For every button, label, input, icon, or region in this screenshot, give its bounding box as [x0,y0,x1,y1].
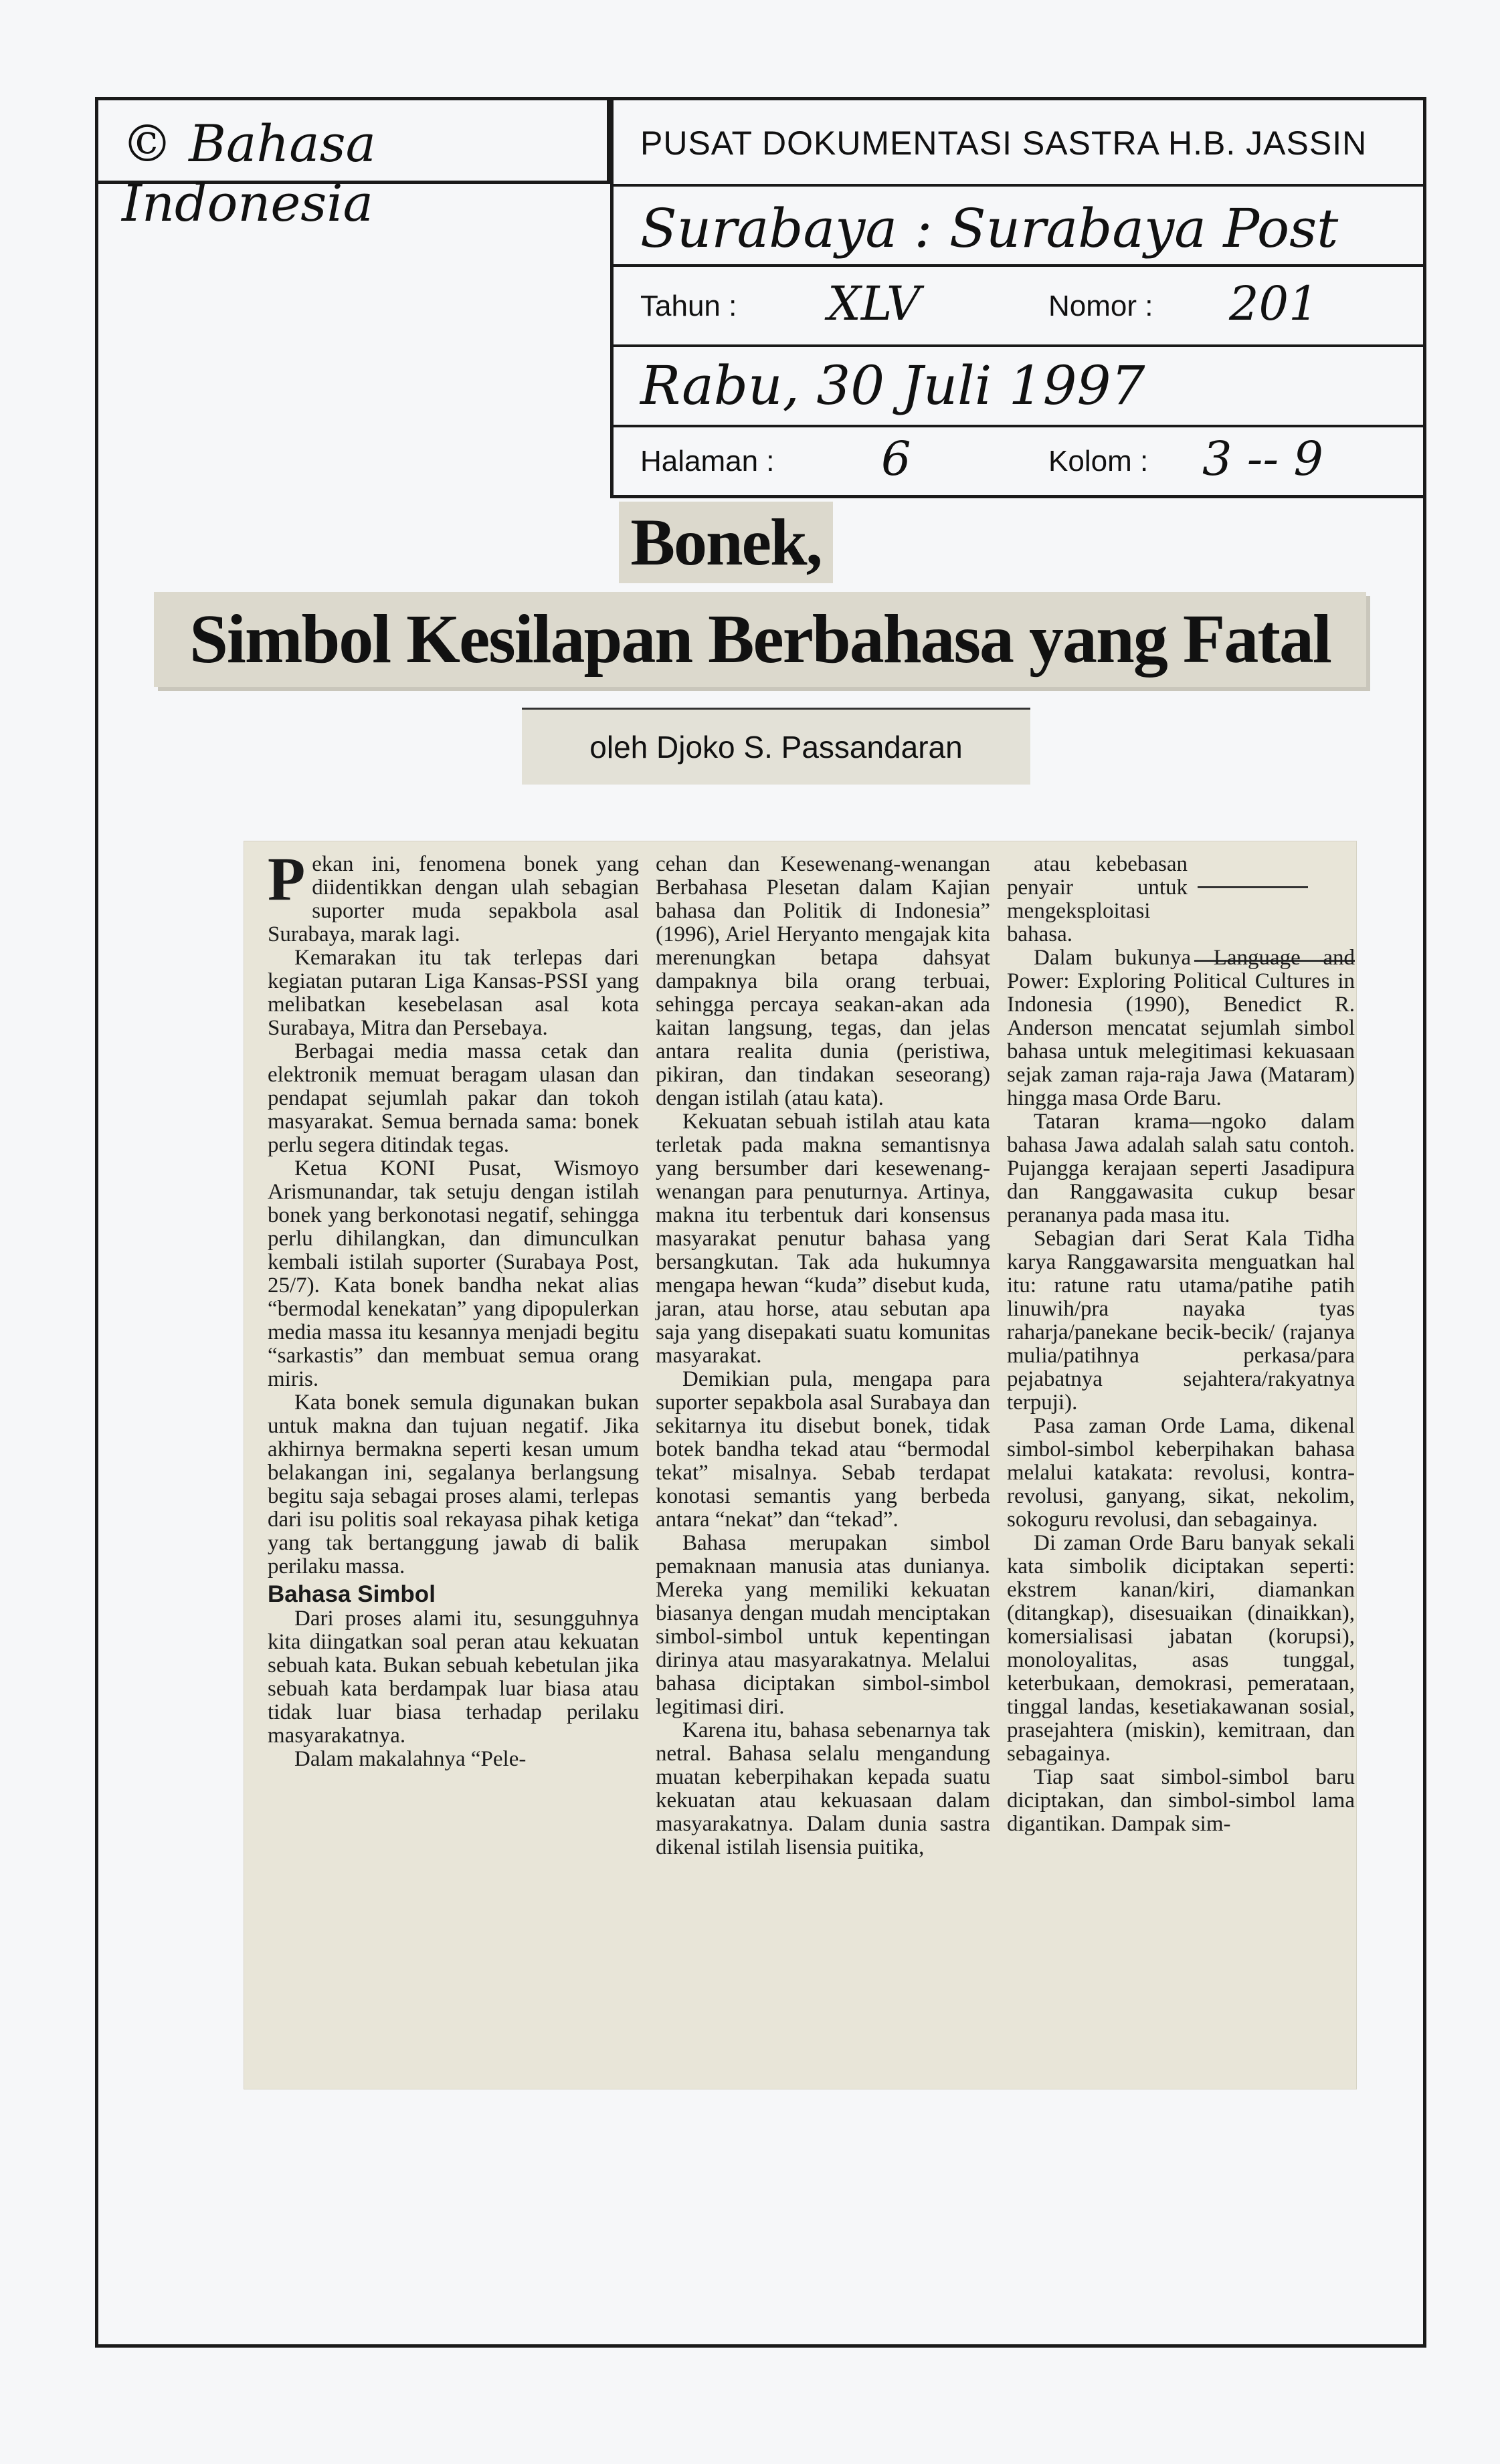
headline-main: Simbol Kesilapan Berbahasa yang Fatal [154,592,1366,687]
halaman-value: 6 [881,431,911,486]
paragraph: Ketua KONI Pusat, Wismoyo Arismunandar, tak setuju dengan istilah bonek yang berkonotasi negatif, sehingga perlu dihilangkan, dan dimunculkan kembali istilah suporter (Surabaya Post, 25/7). Kata bonek bandha nekat alias “bermodal kenekatan” yang dipopulerkan media massa itu kesannya menjadi begitu “sarkastis” dan membuat semua orang miris. [268,1156,639,1391]
paragraph: Karena itu, bahasa sebenarnya tak netral. Bahasa selalu mengandung muatan keberpihakan kepada suatu kekuatan atau kekuasaan dalam masyarakatnya. Dalam dunia sastra dikenal istilah lisensia puitika, [656,1718,990,1859]
paragraph: Berbagai media massa cetak dan elektronik memuat beragam ulasan dan pendapat sejumlah pakar dan tokoh masyarakat. Semua bernada sama: bonek perlu segera ditindak tegas. [268,1039,639,1157]
paragraph: Kemarakan itu tak terlepas dari kegiatan putaran Liga Kansas-PSSI yang melibatkan kesebelasan asal kota Surabaya, Mitra dan Persebaya. [268,946,639,1040]
tahun-label: Tahun : [640,290,737,322]
paragraph: Dalam bukunya Language and Power: Exploring Political Cultures in Indonesia (1990), Benedict R. Anderson mencatat sejumlah simbol bahasa untuk melegitimasi kekuasaan sejak zaman raja-raja Jawa (Mataram) hingga masa Orde Baru. [1007,946,1355,1110]
nomor-value: 201 [1229,276,1319,331]
halaman-label: Halaman : [640,445,775,478]
paragraph: ekan ini, fenomena bonek yang diidentikkan dengan ulah sebagian suporter muda sepakbola asal Surabaya, marak lagi. [268,852,639,946]
header-row-tahun-nomor [614,264,1426,347]
organization-name: PUSAT DOKUMENTASI SASTRA H.B. JASSIN [640,124,1368,162]
headline-bonek: Bonek, [619,502,833,583]
article-column-2 [656,853,990,1859]
article-column-3 [1007,853,1355,1836]
copyright-stamp-cell [95,97,610,233]
kolom-label: Kolom : [1048,445,1149,478]
paragraph: Dari proses alami itu, sesungguhnya kita diingatkan soal peran atau kekuatan sebuah kata. Bukan sebuah kebetulan jika sebuah kata berdampak luar biasa atau tidak luar biasa terhadap perilaku masyarakatnya. [268,1607,639,1748]
nomor-label: Nomor : [1048,290,1153,322]
header-row-halaman-kolom [614,425,1426,495]
subheading-bahasa-simbol: Bahasa Simbol [268,1581,436,1607]
tahun-value: XLV [828,276,921,331]
header-row-organization [614,97,1426,187]
paragraph: atau kebebasan penyair untuk mengeksploitasi bahasa. [1007,852,1188,946]
date-handwritten: Rabu, 30 Juli 1997 [640,354,1145,417]
header-row-date [614,344,1426,427]
paragraph: Kata bonek semula digunakan bukan untuk makna dan tujuan negatif. Jika akhirnya bermakna seperti kesan umum belakangan ini, segalanya berlangsung begitu saja sebagai proses alami, terlepas dari isu politis soal rekayasa pihak ketiga yang tak bertanggung jawab di balik perilaku massa. [268,1391,639,1578]
paragraph: cehan dan Kesewenang-wenangan Berbahasa Plesetan dalam Kajian bahasa dan Politik di Indonesia” (1996), Ariel Heryanto mengajak kita merenungkan betapa dahsyat dampaknya bila orang terbuai, sehingga percaya seakan-akan ada kaitan langsung, tegas, dan jelas antara realita dunia (peristiwa, pikiran, dan tindakan seseorang) dengan istilah (atau kata). [656,852,990,1110]
paragraph: Kekuatan sebuah istilah atau kata terletak pada makna semantisnya yang bersumber dari kesewenang-wenangan para penuturnya. Artinya, makna itu terbentuk dari konsensus masyarakat penutur bahasa yang bersangkutan. Tak ada hukumnya mengapa hewan “kuda” disebut kuda, jaran, atau horse, atau sebutan apa saja yang disepakati suatu komunitas masyarakat. [656,1110,990,1368]
header-row-source [614,184,1426,267]
paragraph: Bahasa merupakan simbol pemaknaan manusia atas dunianya. Mereka yang memiliki kekuatan biasanya dengan mudah menciptakan simbol-simbol untuk kepentingan dirinya atau masyarakatnya. Melalui bahasa diciptakan simbol-simbol legitimasi diri. [656,1531,990,1719]
source-handwritten: Surabaya : Surabaya Post [640,197,1339,260]
article-column-1 [268,845,639,1771]
kolom-value: 3 -- 9 [1202,431,1323,486]
paragraph: Sebagian dari Serat Kala Tidha karya Ranggawarsita menguatkan hal itu: ratune ratu utama/patihe patih linuwih/pra nayaka tyas raharja/panekane becik-becik/ (rajanya mulia/patihnya perkasa/para pejabatnya sejahtera/rakyatnya terpuji). [1007,1227,1355,1415]
paragraph: Tiap saat simbol-simbol baru diciptakan, dan simbol-simbol lama digantikan. Dampak sim- [1007,1765,1355,1836]
paragraph: Pasa zaman Orde Lama, dikenal simbol-simbol keberpihakan bahasa melalui katakata: revolusi, kontra-revolusi, ganyang, sikat, nekolim, sokoguru revolusi, dan sebagainya. [1007,1414,1355,1532]
paragraph: Demikian pula, mengapa para suporter sepakbola asal Surabaya dan sekitarnya itu disebut bonek, tidak botek bandha tekad atau “bermodal tekat” misalnya. Sebab terdapat konotasi semantis yang berbeda antara “nekat” dan “tekad”. [656,1367,990,1532]
paragraph: Tataran krama—ngoko dalam bahasa Jawa adalah salah satu contoh. Pujangga kerajaan seperti Jasadipura dan Ranggawasita cukup besar perananya pada masa itu. [1007,1110,1355,1227]
documentation-header [610,97,1426,498]
dropcap: P [268,845,306,913]
copyright-note: © Bahasa Indonesia [122,114,376,233]
paragraph: Dalam makalahnya “Pele- [294,1747,527,1771]
paragraph: Di zaman Orde Baru banyak sekali kata simbolik diciptakan seperti: ekstrem kanan/kiri, diamankan (ditangkap), disesuaikan (dinaikkan), komersialisasi jabatan (korupsi), monoloyalitas, asas tunggal, keterbukaan, demokrasi, pemerataan, tinggal landas, kesetiakawanan sosial, prasejahtera (miskin), kemitraan, dan sebagainya. [1007,1531,1355,1766]
byline: oleh Djoko S. Passandaran [522,708,1030,785]
